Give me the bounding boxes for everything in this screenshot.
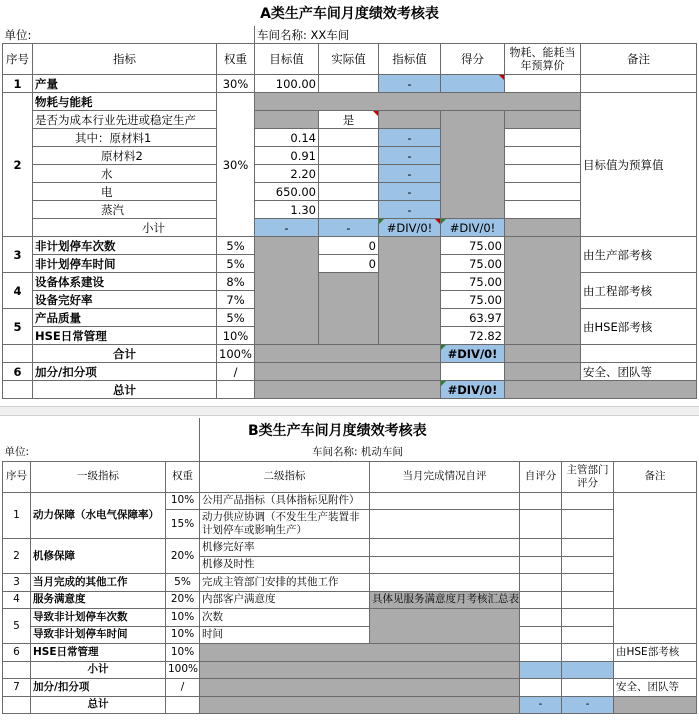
row-stop-name: 非计划停车次数 [33,237,217,255]
row-bonus-score[interactable] [441,363,505,381]
table-b [2,418,696,718]
b-row-stop-dept-score[interactable] [562,626,614,644]
table-a-grid [2,2,697,399]
row-output-remark [581,75,697,93]
b-row-stop-dept-score[interactable] [562,609,614,627]
b-row-other-level2: 完成主管部门安排的其他工作 [200,574,370,592]
material-item-actual[interactable] [319,129,379,147]
b-row-service-dept-score[interactable] [562,591,614,609]
header-indicator: 指标 [33,44,217,75]
rows-3-5-budget-block [505,237,581,345]
b-row-total-name: 总计 [31,696,166,714]
material-item-target[interactable]: 1.30 [255,201,319,219]
row-stop-weight: 5% [217,237,255,255]
table-a-workshop-name: XX车间 [310,27,350,42]
row-output-score [441,75,505,93]
subtotal-actual: - [319,219,379,237]
row-total1-remark [581,345,697,363]
b-row-subtotal-filler [200,661,520,679]
row-quality-name: HSE日常管理 [33,327,217,345]
b-row-power-self-score[interactable] [520,492,562,510]
b-row-subtotal-name: 小计 [31,661,166,679]
row-quality-weight: 5% [217,309,255,327]
row-total1-budget [505,345,581,363]
row-equip-score: 75.00 [441,273,505,291]
b-row-power-self-eval[interactable] [370,510,520,539]
b-row-total-weight [166,696,200,714]
sheet-separator [0,406,699,416]
b-row-other-name: 当月完成的其他工作 [31,574,166,592]
b-row-repair-self-score[interactable] [520,556,562,574]
material-item-target[interactable]: 2.20 [255,165,319,183]
b-row-total [3,696,697,714]
b-row-hse-dept-score[interactable] [562,644,614,662]
b-row-hse-weight: 10% [166,644,200,662]
row-total1-score: #DIV/0! [441,345,505,363]
row-stop-score: 75.00 [441,255,505,273]
material-item-budget[interactable] [505,201,581,219]
material-item-name: 原材料2 [33,147,217,165]
b-row-repair-dept-score[interactable] [562,539,614,557]
subtotal-budget [505,219,581,237]
table-b-workshop-name: 机动车间 [360,445,403,458]
row-quality-weight: 10% [217,327,255,345]
b-header-self-eval: 当月完成情况自评 [370,461,520,492]
header-target: 目标值 [255,44,319,75]
material-item-budget[interactable] [505,183,581,201]
table-a-title: A类生产车间月度绩效考核表 [260,6,439,22]
b-header-self-score: 自评分 [520,461,562,492]
b-row-total-filler [200,696,520,714]
subtotal-name: 小计 [33,219,217,237]
row-bonus [3,363,697,381]
b-row-stop [3,609,697,627]
subtotal-index: #DIV/0! [379,219,441,237]
row-bonus-budget [505,363,581,381]
material-item-budget[interactable] [505,147,581,165]
header-score: 得分 [441,44,505,75]
rows-3-5-index-block [379,237,441,345]
header-budget: 物耗、能耗当年预算价 [505,44,581,75]
b-row-repair-self-eval[interactable] [370,539,520,557]
row-quality-remark: 由HSE部考核 [581,309,697,345]
b-row-stop-self-eval [370,609,520,644]
row-quality-score: 72.82 [441,327,505,345]
b-row-bonus-seq: 7 [3,679,31,697]
row-material-name: 物耗与能耗 [33,93,217,111]
row-grand-score: #DIV/0! [441,381,505,399]
row-output-budget[interactable] [505,75,581,93]
header-weight: 权重 [217,44,255,75]
material-item-budget[interactable] [505,165,581,183]
b-header-level1: 一级指标 [31,461,166,492]
b-row-subtotal-weight: 100% [166,661,200,679]
b-header-weight: 权重 [166,461,200,492]
material-item-index: - [379,201,441,219]
material-item-index: - [379,183,441,201]
b-row-bonus-self-score[interactable] [520,679,562,697]
b-row-hse-remark: 由HSE部考核 [614,644,697,662]
material-item-actual[interactable] [319,147,379,165]
b-row-power-level2: 公用产品指标（具体指标见附件） [200,492,370,510]
material-item-target[interactable]: 650.00 [255,183,319,201]
table-b-title: B类生产车间月度绩效考核表 [200,418,697,444]
b-row-subtotal-seq [3,661,31,679]
row-stop-actual[interactable]: 0 [319,255,379,273]
b-row-hse-name: HSE日常管理 [31,644,166,662]
subtotal-score: #DIV/0! [441,219,505,237]
row-equip-score: 75.00 [441,291,505,309]
row-output [3,75,697,93]
row-stop-name: 非计划停车时间 [33,255,217,273]
b-row-hse-filler [200,644,520,662]
b-row-repair-self-score[interactable] [520,539,562,557]
row-material-seq: 2 [3,93,33,237]
b-row-other-seq: 3 [3,574,31,592]
b-row-service-self-eval: 具体见服务满意度月考核汇总表 [370,591,520,609]
b-row-stop-self-score[interactable] [520,609,562,627]
row-grand [3,381,697,399]
row-bonus-weight: / [217,363,255,381]
header-index: 指标值 [379,44,441,75]
row-output-actual[interactable] [319,75,379,93]
b-row-stop-remark [614,609,697,644]
b-row-bonus-filler [200,679,520,697]
row-equip-weight: 7% [217,291,255,309]
material-item-actual[interactable] [319,183,379,201]
b-row-service [3,591,697,609]
b-row-subtotal-dept-score [562,661,614,679]
row-quality-name: 产品质量 [33,309,217,327]
row-quality-seq: 5 [3,309,33,345]
b-row-repair-name: 机修保障 [31,539,166,574]
b-row-stop-level2: 时间 [200,626,370,644]
b-row-power-self-eval[interactable] [370,492,520,510]
material-item-name: 其中：原材料1 [33,129,217,147]
subtotal-target: - [255,219,319,237]
row-material-filler [255,93,581,111]
material-item-index: - [379,129,441,147]
row-material-score-block [441,111,505,219]
row-quality-score: 63.97 [441,309,505,327]
row-total1-name: 合计 [33,345,217,363]
b-row-repair-level2: 机修完好率 [200,539,370,557]
b-row-power-weight: 10% [166,492,200,510]
b-row-other-self-score[interactable] [520,574,562,592]
row-grand-seq [3,381,33,399]
b-row-power-weight: 15% [166,510,200,539]
row-output-name: 产量 [33,75,217,93]
material-item-name: 水 [33,165,217,183]
b-row-stop-name: 导致非计划停车时间 [31,626,166,644]
row-bonus-name: 加分/扣分项 [33,363,217,381]
material-item-index: - [379,147,441,165]
b-row-service-self-score[interactable] [520,591,562,609]
b-row-stop [3,626,697,644]
b-row-subtotal-remark [614,661,697,679]
b-row-repair-self-eval[interactable] [370,556,520,574]
material-item-name: 蒸汽 [33,201,217,219]
b-row-bonus-name: 加分/扣分项 [31,679,166,697]
row-equip-name: 设备完好率 [33,291,217,309]
row-material-weight: 30% [217,93,255,237]
b-row-power [3,492,697,510]
b-row-power-name: 动力保障（水电气保障率） [31,492,166,539]
table-a-unit-label: 单位: [4,27,32,42]
b-row-service-level2: 内部客户满意度 [200,591,370,609]
row-grand-tail [505,381,697,399]
b-row-subtotal [3,661,697,679]
row-equip-seq: 4 [3,273,33,309]
row-output-target[interactable]: 100.00 [255,75,319,93]
row-bonus-seq: 6 [3,363,33,381]
b-rows-1-3-remark [614,492,697,609]
row-bonus-filler [255,363,441,381]
rows-3-5-target-block [255,237,319,345]
b-header-dept-score: 主管部门评分 [562,461,614,492]
material-item-name: 电 [33,183,217,201]
b-row-total-seq [3,696,31,714]
material-item-target[interactable]: 0.91 [255,147,319,165]
b-row-other [3,574,697,592]
b-row-hse-self-score[interactable] [520,644,562,662]
row-grand-name: 总计 [33,381,217,399]
row-equip-name: 设备体系建设 [33,273,217,291]
b-row-other-self-eval[interactable] [370,574,520,592]
b-row-bonus [3,679,697,697]
row-grand-weight [217,381,255,399]
rows-4-5-actual-block [319,273,379,345]
b-row-total-self-score: - [520,696,562,714]
row-output-weight: 30% [217,75,255,93]
row-material-remark: 目标值为预算值 [581,93,697,237]
row-total1-filler [255,345,441,363]
row-output-seq: 1 [3,75,33,93]
material-item-actual[interactable] [319,165,379,183]
table-b-workshop-label: 车间名称: [312,445,358,458]
b-row-hse [3,644,697,662]
b-row-bonus-remark: 安全、团队等 [614,679,697,697]
b-row-power-dept-score[interactable] [562,492,614,510]
row-total1-weight: 100% [217,345,255,363]
table-a-header-row [3,44,697,75]
table-b-header-row [3,461,697,492]
row-stop-weight: 5% [217,255,255,273]
row-bonus-remark: 安全、团队等 [581,363,697,381]
row-material-header [3,93,697,111]
b-row-service-seq: 4 [3,591,31,609]
material-item-budget[interactable] [505,129,581,147]
header-seq: 序号 [3,44,33,75]
row-stop-remark: 由生产部考核 [581,237,697,273]
b-row-power-level2: 动力供应协调（不发生生产装置非计划停车或影响生产） [200,510,370,539]
row-total1 [3,345,697,363]
b-row-other-dept-score[interactable] [562,574,614,592]
material-item-target[interactable]: 0.14 [255,129,319,147]
table-a-workshop-label: 车间名称: [257,27,307,42]
row-advanced-budget [505,111,581,129]
b-row-service-weight: 20% [166,591,200,609]
row-equip-weight: 8% [217,273,255,291]
row-output-index: - [379,75,441,93]
b-row-service-name: 服务满意度 [31,591,166,609]
b-row-stop-weight: 10% [166,626,200,644]
b-row-subtotal-self-score [520,661,562,679]
row-grand-filler [255,381,441,399]
b-row-hse-seq: 6 [3,644,31,662]
b-row-stop-level2: 次数 [200,609,370,627]
table-b-unit-label: 单位: [4,445,30,458]
b-header-level2: 二级指标 [200,461,370,492]
material-item-index: - [379,165,441,183]
row-advanced-name: 是否为成本行业先进或稳定生产 [33,111,217,129]
b-header-seq: 序号 [3,461,31,492]
row-advanced-value[interactable]: 是 [319,111,379,129]
b-row-power-seq: 1 [3,492,31,539]
b-row-repair-seq: 2 [3,539,31,574]
b-row-power-self-score[interactable] [520,510,562,539]
b-row-total-remark [614,696,697,714]
header-actual: 实际值 [319,44,379,75]
table-b-grid [2,418,697,714]
b-row-repair [3,539,697,557]
row-stop-score: 75.00 [441,237,505,255]
b-row-power-dept-score[interactable] [562,510,614,539]
table-a [2,2,696,404]
row-stop-seq: 3 [3,237,33,273]
b-header-remark: 备注 [614,461,697,492]
row-total1-seq [3,345,33,363]
b-row-stop-seq: 5 [3,609,31,644]
row-equip [3,273,697,291]
row-advanced-index [379,111,441,129]
b-row-bonus-weight: / [166,679,200,697]
material-item-actual[interactable] [319,201,379,219]
b-row-bonus-dept-score[interactable] [562,679,614,697]
row-equip-remark: 由工程部考核 [581,273,697,309]
row-advanced-target [255,111,319,129]
header-remark: 备注 [581,44,697,75]
b-row-total-dept-score: - [562,696,614,714]
b-row-stop-name: 导致非计划停车次数 [31,609,166,627]
row-stop [3,237,697,255]
b-row-stop-self-score[interactable] [520,626,562,644]
b-row-stop-weight: 10% [166,609,200,627]
row-stop-actual[interactable]: 0 [319,237,379,255]
b-row-repair-weight: 20% [166,539,200,574]
b-row-other-weight: 5% [166,574,200,592]
b-row-repair-level2: 机修及时性 [200,556,370,574]
b-row-repair-dept-score[interactable] [562,556,614,574]
